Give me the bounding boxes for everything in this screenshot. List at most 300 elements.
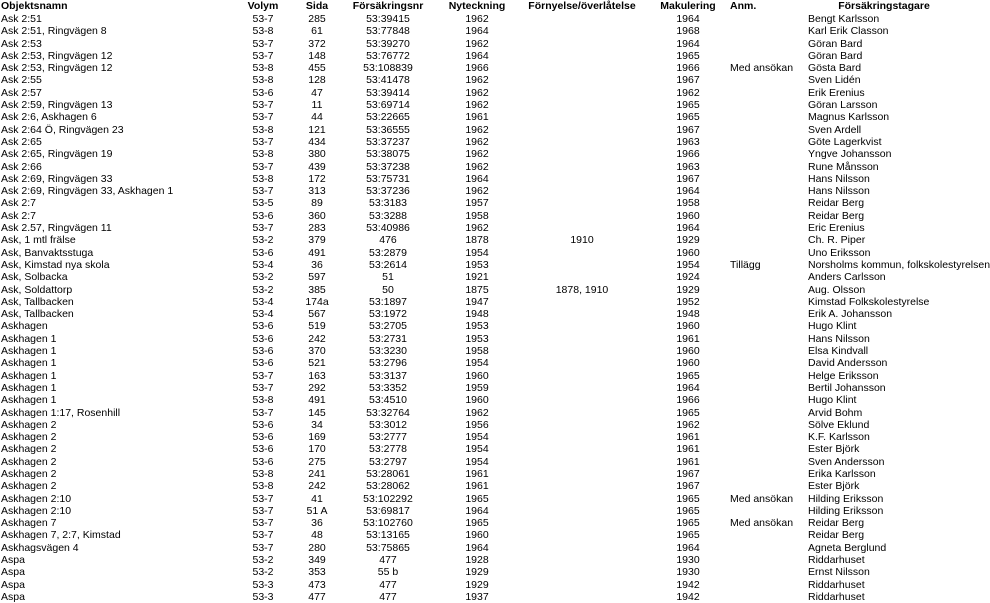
cell-volym: 53-2 [252,283,274,296]
cell-sida: 145 [308,406,326,419]
cell-nyteckning: 1961 [465,111,489,124]
cell-fornyelse: 1910 [570,234,594,247]
cell-volym: 53-7 [252,504,274,517]
cell-sida: 61 [311,25,323,38]
cell-volym: 53-6 [252,357,274,370]
column-header-forsakringsnr: Försäkringsnr [352,0,424,12]
cell-makulering: 1960 [676,357,700,370]
cell-objektsnamn: Askhagen 2 [1,418,57,431]
cell-volym: 53-2 [252,566,274,579]
cell-sida: 283 [308,222,326,235]
cell-objektsnamn: Askhagen 2 [1,467,57,480]
cell-makulering: 1961 [676,332,700,345]
cell-forsakringsnr: 53:69714 [366,99,410,112]
cell-anm [730,579,808,591]
cell-anm [730,480,808,492]
cell-volym: 53-2 [252,554,274,567]
table-row [0,407,960,419]
cell-forsakringstagare: Sölve Eklund [808,418,870,431]
cell-fornyelse [518,197,646,209]
table-row [0,456,960,468]
cell-forsakringstagare: Erika Karlsson [808,467,876,480]
cell-anm [730,234,808,246]
cell-makulering: 1963 [676,160,700,173]
table-row [0,554,960,566]
cell-nyteckning: 1953 [465,332,489,345]
cell-sida: 242 [308,332,326,345]
cell-sida: 455 [308,62,326,75]
cell-objektsnamn: Ask 2:65 [1,135,42,148]
cell-volym: 53-7 [252,135,274,148]
cell-fornyelse [518,271,646,283]
table-row [0,222,960,234]
cell-fornyelse [518,345,646,357]
cell-forsakringstagare: Sven Lidén [808,74,861,87]
column-header-objektsnamn: Objektsnamn [1,0,68,12]
table-row [0,38,960,50]
cell-sida: 519 [308,320,326,333]
table-row [0,345,960,357]
cell-objektsnamn: Ask 2:66 [1,160,42,173]
cell-volym: 53-7 [252,111,274,124]
cell-makulering: 1929 [676,283,700,296]
table-row [0,247,960,259]
cell-fornyelse [518,296,646,308]
column-header-forsakringstagare: Försäkringstagare [838,0,930,12]
cell-objektsnamn: Ask 2:53 [1,37,42,50]
cell-fornyelse [518,124,646,136]
cell-volym: 53-7 [252,381,274,394]
cell-nyteckning: 1961 [465,467,489,480]
cell-fornyelse [518,161,646,173]
cell-nyteckning: 1958 [465,209,489,222]
cell-nyteckning: 1965 [465,492,489,505]
cell-forsakringsnr: 53:41478 [366,74,410,87]
cell-objektsnamn: Ask, Banvaktsstuga [1,246,94,259]
cell-volym: 53-7 [252,369,274,382]
cell-volym: 53-7 [252,529,274,542]
cell-forsakringstagare: Hugo Klint [808,394,857,407]
cell-forsakringstagare: Bengt Karlsson [808,13,880,25]
cell-nyteckning: 1964 [465,504,489,517]
cell-forsakringsnr: 53:39414 [366,86,410,99]
cell-objektsnamn: Ask 2:59, Ringvägen 13 [1,99,113,112]
cell-sida: 47 [311,86,323,99]
cell-sida: 44 [311,111,323,124]
cell-sida: 36 [311,517,323,530]
cell-forsakringsnr: 53:2778 [369,443,407,456]
cell-forsakringsnr: 53:3012 [369,418,407,431]
cell-nyteckning: 1929 [465,566,489,579]
cell-makulering: 1965 [676,529,700,542]
cell-forsakringsnr: 53:38075 [366,148,410,161]
cell-forsakringstagare: Aug. Olsson [808,283,866,296]
cell-forsakringsnr: 53:13165 [366,529,410,542]
cell-forsakringsnr: 51 [382,271,394,284]
cell-objektsnamn: Aspa [1,578,25,591]
cell-sida: 473 [308,578,326,591]
cell-forsakringstagare: Sven Ardell [808,123,862,136]
cell-anm: Med ansökan [730,517,794,530]
cell-nyteckning: 1966 [465,62,489,75]
cell-nyteckning: 1962 [465,123,489,136]
cell-anm [730,419,808,431]
cell-makulering: 1967 [676,467,700,480]
table-row [0,284,960,296]
table-row [0,234,960,246]
column-header-nyteckning: Nyteckning [448,0,506,12]
cell-fornyelse [518,357,646,369]
cell-volym: 53-7 [252,160,274,173]
cell-sida: 353 [308,566,326,579]
cell-forsakringstagare: Hilding Eriksson [808,492,884,505]
cell-makulering: 1930 [676,554,700,567]
cell-forsakringstagare: Riddarhuset [808,590,865,603]
cell-nyteckning: 1948 [465,308,489,321]
cell-anm [730,529,808,541]
cell-anm [730,136,808,148]
cell-forsakringsnr: 53:28062 [366,480,410,493]
cell-objektsnamn: Ask, Tallbacken [1,308,74,321]
cell-objektsnamn: Ask 2:7 [1,209,37,222]
cell-forsakringstagare: Riddarhuset [808,554,865,567]
cell-volym: 53-8 [252,467,274,480]
table-row [0,468,960,480]
cell-objektsnamn: Ask 2:69, Ringvägen 33 [1,172,113,185]
cell-anm [730,407,808,419]
cell-forsakringstagare: Reidar Berg [808,197,865,210]
cell-volym: 53-6 [252,345,274,358]
cell-forsakringstagare: Agneta Berglund [808,541,887,554]
cell-sida: 360 [308,209,326,222]
cell-makulering: 1924 [676,271,700,284]
table-row [0,87,960,99]
cell-volym: 53-3 [252,578,274,591]
cell-makulering: 1964 [676,222,700,235]
cell-forsakringsnr: 53:3230 [369,345,407,358]
cell-nyteckning: 1928 [465,554,489,567]
cell-volym: 53-7 [252,13,274,25]
cell-forsakringsnr: 477 [379,554,397,567]
cell-fornyelse [518,591,646,603]
cell-nyteckning: 1953 [465,320,489,333]
cell-sida: 380 [308,148,326,161]
cell-forsakringsnr: 53:2879 [369,246,407,259]
cell-forsakringsnr: 53:36555 [366,123,410,136]
table-row [0,566,960,578]
cell-sida: 172 [308,172,326,185]
cell-fornyelse [518,333,646,345]
cell-volym: 53-8 [252,172,274,185]
cell-objektsnamn: Ask 2:57 [1,86,42,99]
cell-anm [730,431,808,443]
cell-makulering: 1960 [676,246,700,259]
cell-forsakringstagare: Hugo Klint [808,320,857,333]
table-row [0,161,960,173]
cell-objektsnamn: Askhagen 2:10 [1,492,72,505]
cell-fornyelse [518,148,646,160]
cell-anm [730,333,808,345]
table-row [0,517,960,529]
cell-forsakringsnr: 53:28061 [366,467,410,480]
cell-nyteckning: 1965 [465,517,489,530]
cell-forsakringsnr: 53:37238 [366,160,410,173]
cell-volym: 53-3 [252,590,274,603]
cell-sida: 597 [308,271,326,284]
cell-volym: 53-8 [252,148,274,161]
table-row [0,542,960,554]
cell-objektsnamn: Askhagen 2:10 [1,504,72,517]
column-header-makulering: Makulering [660,0,716,12]
cell-fornyelse [518,517,646,529]
table-row [0,185,960,197]
cell-sida: 477 [308,590,326,603]
cell-makulering: 1965 [676,49,700,62]
cell-makulering: 1942 [676,578,700,591]
cell-volym: 53-8 [252,74,274,87]
table-row [0,382,960,394]
cell-volym: 53-6 [252,209,274,222]
cell-forsakringsnr: 53:4510 [369,394,407,407]
cell-sida: 370 [308,345,326,358]
cell-anm [730,296,808,308]
cell-volym: 53-6 [252,455,274,468]
cell-volym: 53-7 [252,541,274,554]
cell-forsakringsnr: 53:22665 [366,111,410,124]
cell-sida: 51 A [306,504,328,517]
cell-fornyelse [518,222,646,234]
cell-anm [730,87,808,99]
cell-nyteckning: 1954 [465,246,489,259]
cell-anm [730,357,808,369]
cell-forsakringstagare: Karl Erik Classon [808,25,889,38]
cell-nyteckning: 1964 [465,49,489,62]
cell-fornyelse [518,25,646,37]
cell-fornyelse [518,419,646,431]
cell-makulering: 1964 [676,185,700,198]
cell-forsakringsnr: 50 [382,283,394,296]
cell-volym: 53-8 [252,25,274,38]
cell-volym: 53-2 [252,234,274,247]
cell-anm [730,456,808,468]
cell-makulering: 1942 [676,590,700,603]
cell-makulering: 1967 [676,172,700,185]
cell-forsakringstagare: Yngve Johansson [808,148,892,161]
cell-objektsnamn: Askhagen 7, 2:7, Kimstad [1,529,121,542]
cell-makulering: 1968 [676,25,700,38]
cell-objektsnamn: Ask, Solbacka [1,271,68,284]
cell-objektsnamn: Askhagen 2 [1,480,57,493]
cell-anm [730,197,808,209]
cell-fornyelse [518,136,646,148]
cell-anm [730,210,808,222]
cell-nyteckning: 1962 [465,135,489,148]
cell-objektsnamn: Askhagen 2 [1,431,57,444]
cell-volym: 53-2 [252,271,274,284]
cell-fornyelse [518,407,646,419]
cell-fornyelse [518,62,646,74]
cell-nyteckning: 1964 [465,25,489,38]
cell-forsakringsnr: 53:2797 [369,455,407,468]
cell-forsakringsnr: 53:108839 [363,62,413,75]
cell-nyteckning: 1962 [465,406,489,419]
cell-volym: 53-4 [252,295,274,308]
cell-nyteckning: 1961 [465,480,489,493]
cell-volym: 53-8 [252,62,274,75]
cell-objektsnamn: Ask 2:6, Askhagen 6 [1,111,97,124]
cell-fornyelse [518,50,646,62]
cell-forsakringsnr: 53:32764 [366,406,410,419]
cell-forsakringstagare: Ester Björk [808,480,860,493]
cell-volym: 53-8 [252,123,274,136]
cell-fornyelse [518,247,646,259]
cell-anm: Med ansökan [730,62,794,75]
cell-nyteckning: 1962 [465,86,489,99]
cell-makulering: 1964 [676,381,700,394]
cell-sida: 242 [308,480,326,493]
cell-nyteckning: 1954 [465,431,489,444]
table-row [0,210,960,222]
cell-volym: 53-7 [252,222,274,235]
cell-sida: 121 [308,123,326,136]
table-row [0,308,960,320]
table-row [0,529,960,541]
table-row [0,591,960,603]
table-row [0,443,960,455]
cell-nyteckning: 1962 [465,160,489,173]
cell-forsakringsnr: 53:2705 [369,320,407,333]
cell-nyteckning: 1954 [465,443,489,456]
cell-objektsnamn: Ask 2:55 [1,74,42,87]
table-row [0,419,960,431]
column-header-volym: Volym [247,0,279,12]
cell-makulering: 1961 [676,431,700,444]
cell-nyteckning: 1954 [465,357,489,370]
cell-fornyelse [518,38,646,50]
cell-anm: Med ansökan [730,492,794,505]
cell-fornyelse [518,308,646,320]
cell-sida: 163 [308,369,326,382]
cell-fornyelse [518,111,646,123]
cell-forsakringsnr: 53:37236 [366,185,410,198]
cell-forsakringstagare: Rune Månsson [808,160,879,173]
cell-sida: 313 [308,185,326,198]
cell-forsakringsnr: 55 b [377,566,399,579]
cell-volym: 53-4 [252,258,274,271]
table-row [0,25,960,37]
cell-anm [730,99,808,111]
cell-nyteckning: 1953 [465,258,489,271]
cell-fornyelse [518,554,646,566]
cell-forsakringsnr: 53:2731 [369,332,407,345]
cell-anm [730,320,808,332]
cell-anm [730,185,808,197]
cell-anm [730,308,808,320]
table-row [0,394,960,406]
cell-fornyelse [518,493,646,505]
column-header-sida: Sida [305,0,329,12]
cell-forsakringstagare: Sven Andersson [808,455,885,468]
cell-forsakringsnr: 53:3137 [369,369,407,382]
cell-makulering: 1961 [676,455,700,468]
cell-sida: 170 [308,443,326,456]
cell-objektsnamn: Aspa [1,566,25,579]
cell-fornyelse [518,185,646,197]
cell-makulering: 1965 [676,369,700,382]
cell-sida: 48 [311,529,323,542]
cell-anm [730,111,808,123]
cell-forsakringsnr: 53:76772 [366,49,410,62]
table-row [0,74,960,86]
cell-forsakringsnr: 53:3288 [369,209,407,222]
cell-sida: 521 [308,357,326,370]
cell-makulering: 1967 [676,74,700,87]
cell-sida: 379 [308,234,326,247]
cell-sida: 491 [308,246,326,259]
cell-forsakringstagare: Helge Eriksson [808,369,879,382]
cell-objektsnamn: Askhagen [1,320,48,333]
cell-anm [730,13,808,25]
cell-sida: 434 [308,135,326,148]
cell-volym: 53-4 [252,308,274,321]
cell-fornyelse [518,259,646,271]
cell-anm [730,370,808,382]
cell-forsakringstagare: Göte Lagerkvist [808,135,882,148]
table-row [0,320,960,332]
cell-forsakringstagare: Gösta Bard [808,62,862,75]
cell-nyteckning: 1954 [465,455,489,468]
cell-nyteckning: 1962 [465,74,489,87]
cell-anm [730,25,808,37]
cell-objektsnamn: Askhagen 1 [1,369,57,382]
table-row [0,370,960,382]
table-row [0,148,960,160]
header-row [0,0,960,13]
cell-makulering: 1965 [676,517,700,530]
cell-volym: 53-7 [252,49,274,62]
cell-makulering: 1962 [676,86,700,99]
cell-sida: 285 [308,13,326,25]
cell-makulering: 1966 [676,62,700,75]
table-row [0,357,960,369]
cell-nyteckning: 1960 [465,369,489,382]
cell-forsakringsnr: 53:102292 [363,492,413,505]
cell-anm [730,74,808,86]
cell-volym: 53-6 [252,431,274,444]
cell-volym: 53-7 [252,406,274,419]
cell-anm [730,173,808,185]
cell-fornyelse [518,394,646,406]
cell-sida: 385 [308,283,326,296]
cell-nyteckning: 1947 [465,295,489,308]
cell-makulering: 1962 [676,418,700,431]
cell-anm [730,554,808,566]
table-row [0,259,960,271]
cell-makulering: 1965 [676,99,700,112]
cell-volym: 53-6 [252,332,274,345]
cell-fornyelse [518,443,646,455]
cell-nyteckning: 1962 [465,13,489,25]
cell-volym: 53-7 [252,37,274,50]
cell-forsakringsnr: 53:69817 [366,504,410,517]
cell-anm [730,542,808,554]
cell-forsakringstagare: Göran Larsson [808,99,878,112]
cell-nyteckning: 1960 [465,529,489,542]
table-row [0,173,960,185]
cell-nyteckning: 1958 [465,345,489,358]
cell-volym: 53-7 [252,99,274,112]
cell-fornyelse [518,542,646,554]
